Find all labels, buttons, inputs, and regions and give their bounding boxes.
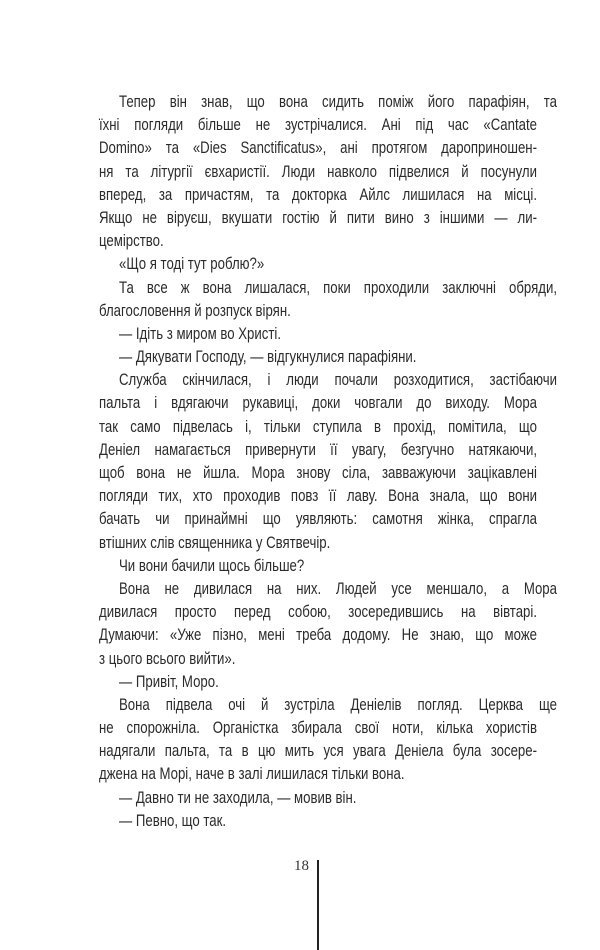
text-line [99,392,537,415]
text-line-content: — Привіт, Моро. [119,672,219,691]
text-line-content: надягали пальта, та в цю мить уся увага Деніела була зосере- [99,742,537,761]
text-line-content: їхні погляди більше не зустрічалися. Ані під час «Cantate [99,116,537,135]
text-line-content: пальта і вдягаючи рукавиці, доки човгали до виходу. Мора [99,394,537,413]
text-line-content: Тепер він знав, що вона сидить поміж його парафіян, та [119,93,557,111]
text-line [99,207,537,230]
text-line-content: ня та літургії євхаристії. Люди навколо підвелися й посунули [99,162,537,181]
text-line-content: дивилася просто перед собою, зосередившись на вівтарі. [99,603,537,622]
text-line [99,578,557,601]
text-line [99,648,537,671]
text-line [99,439,537,462]
text-line [99,369,557,392]
text-line [99,300,537,323]
page-number: 18 [294,858,309,874]
text-line [99,323,537,346]
text-line [99,253,537,276]
text-line-content: Вона не дивилася на них. Людей усе меншало, а Мора [119,579,557,598]
text-line-content: так само підвелась і, тільки ступила в прохід, помітила, що [99,417,537,436]
text-line-content: — Певно, що так. [119,811,227,830]
text-line-content: Чи вони бачили щось більше? [119,556,305,575]
text-line [99,485,537,508]
text-line [99,416,537,439]
text-line-content: Думаючи: «Уже пізно, мені треба додому. Не знаю, що може [99,626,537,645]
text-line [99,161,537,184]
text-line [99,717,537,740]
text-line [99,532,537,555]
text-line [99,740,537,763]
text-line-content: Вона підвела очі й зустріла Деніелів погляд. Церква ще [119,695,557,714]
text-line-content: джена на Морі, наче в залі лишилася тільки вона. [99,765,405,784]
text-line [99,694,557,717]
text-line [99,346,537,369]
text-line-content: — Дякувати Господу, — відгукнулися парафіяни. [119,348,417,367]
text-line-content: Служба скінчилася, і люди почали розходитися, застібаючи [119,371,557,390]
text-line-content: щоб вона не йшла. Мора знову сіла, завважуючи зацікавлені [99,464,537,482]
text-line [99,184,537,207]
text-line [99,508,537,531]
text-line [99,137,537,160]
text-line [99,601,537,624]
body-text [99,91,557,833]
page-rule-divider [317,860,319,950]
text-line-content: цемірство. [99,232,164,251]
text-line [99,555,537,578]
text-line-content: Domino» та «Dies Sanctificatus», ані протягом дароприношен- [99,139,537,158]
text-line [99,230,537,253]
text-line-content: — Давно ти не заходила, — мовив він. [119,788,357,807]
text-line-content: з цього всього вийти». [99,649,236,668]
text-line [99,763,537,786]
text-line [99,671,537,694]
text-line-content: Деніел намагається привернути її увагу, безгучно натякаючи, [99,440,537,459]
text-line-content: погляди тих, хто проходив повз її лаву. Вона знала, що вони [99,487,537,506]
text-line-content: бачать чи принаймні що уявляють: самотня жінка, спрагла [99,510,537,529]
text-line [99,787,537,810]
text-line [99,810,537,833]
text-line [99,114,537,137]
text-line-content: благословення й розпуск вірян. [99,301,291,320]
text-line-content: втішних слів священника у Святвечір. [99,533,331,552]
text-line-content: Та все ж вона лишалася, поки проходили заключні обряди, [119,278,557,297]
text-line-content: вперед, за причастям, та докторка Айлс лишилася на місці. [99,185,537,204]
text-line [99,624,537,647]
text-line [99,91,557,114]
text-line [99,462,537,485]
text-line-content: не спорожніла. Органістка збирала свої ноти, кілька хористів [99,719,537,738]
text-line [99,277,557,300]
text-line-content: Якщо не віруєш, вкушати гостію й пити вино з іншими — ли- [99,208,537,227]
text-line-content: «Що я тоді тут роблю?» [119,255,265,274]
text-line-content: — Ідіть з миром во Христі. [119,324,281,343]
